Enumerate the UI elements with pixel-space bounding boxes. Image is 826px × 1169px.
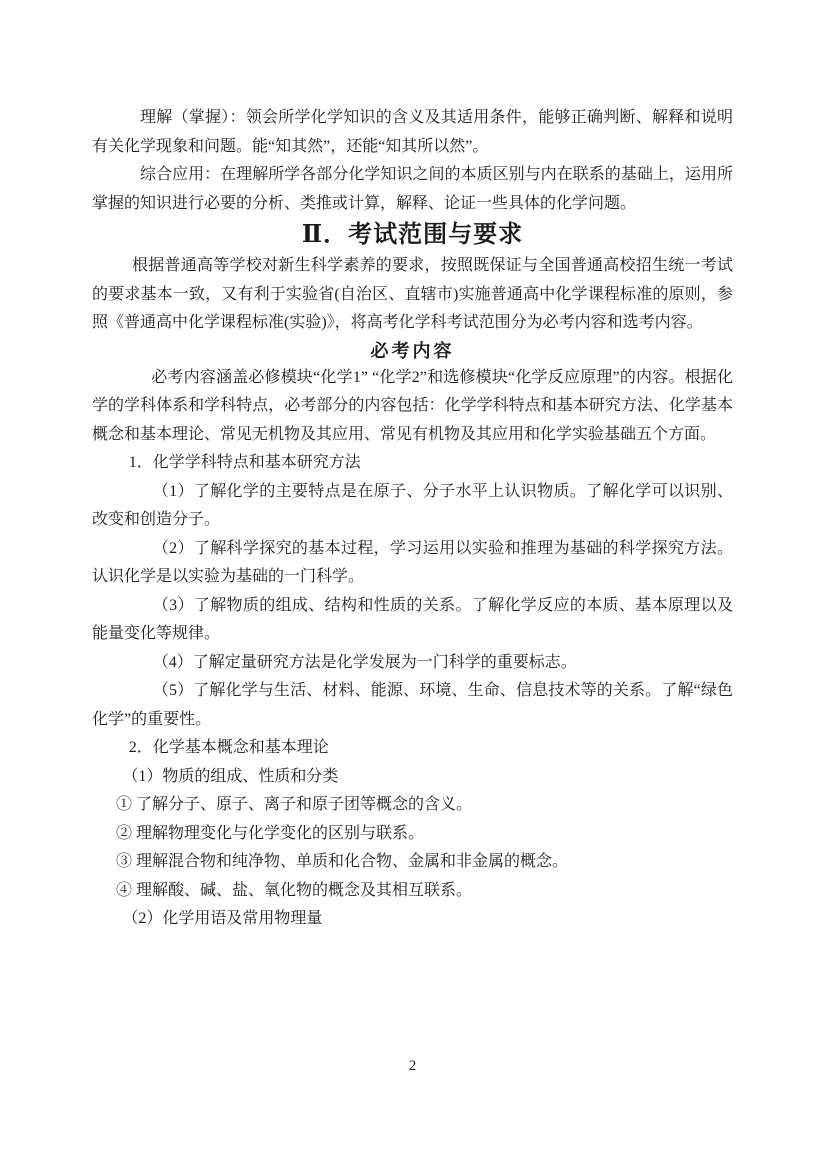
paragraph-must-test-overview: 必考内容涵盖必修模块“化学1” “化学2”和选修模块“化学反应原理”的内容。根据化学的学科体系和学科特点，必考部分的内容包括：化学学科特点和基本研究方法、化学基本概念和基本理论、常见无机物及其应用、常见有机物及其应用和化学实验基础五个方面。 [92, 368, 733, 443]
topic2-sub1-heading: （1）物质的组成、性质和分类 [122, 767, 339, 785]
topic2-sub1-item-1: ① 了解分子、原子、离子和原子团等概念的含义。 [116, 796, 473, 813]
paragraph-comprehensive-application: 综合应用：在理解所学各部分化学知识之间的本质区别与内在联系的基础上，运用所掌握的知识进行必要的分析、类推或计算，解释、论证一些具体的化学问题。 [92, 166, 733, 212]
topic1-item-1: （1）了解化学的主要特点是在原子、分子水平上认识物质。了解化学可以识别、改变和创造分子。 [92, 482, 733, 528]
topic2-sub1-item-2: ② 理解物理变化与化学变化的区别与联系。 [116, 824, 425, 842]
paragraph-scope-basis: 根据普通高等学校对新生科学素养的要求，按照既保证与全国普通高校招生统一考试的要求基本一致，又有利于实验省(自治区、直辖市)实施普通高中化学课程标准的原则，参照《普通高中化学课程标准(实验)》，将高考化学科考试范围分为必考内容和选考内容。 [92, 257, 733, 331]
topic2-sub2-heading: （2）化学用语及常用物理量 [122, 910, 323, 927]
paragraph-understanding-level: 理解（掌握）：领会所学化学知识的含义及其适用条件，能够正确判断、解释和说明有关化学现象和问题。能“知其然”，还能“知其所以然”。 [92, 109, 733, 155]
topic1-item-5: （5）了解化学与生活、材料、能源、环境、生命、信息技术等的关系。了解“绿色化学”的重要性。 [92, 682, 733, 728]
section-heading-exam-scope: Ⅱ．考试范围与要求 [301, 222, 524, 248]
page-number: 2 [408, 1058, 417, 1074]
must-test-content-title: 必考内容 [370, 340, 455, 361]
topic2-sub1-item-4: ④ 理解酸、碱、盐、氧化物的概念及其相互联系。 [116, 881, 473, 899]
page-content [92, 0, 733, 934]
topic1-item-4: （4）了解定量研究方法是化学发展为一门科学的重要标志。 [152, 653, 577, 671]
topic2-sub1-item-3: ③ 理解混合物和纯净物、单质和化合物、金属和非金属的概念。 [116, 853, 569, 870]
topic1-heading: 1．化学学科特点和基本研究方法 [128, 454, 361, 471]
topic2-heading: 2．化学基本概念和基本理论 [128, 739, 329, 756]
topic1-item-3: （3）了解物质的组成、结构和性质的关系。了解化学反应的本质、基本原理以及能量变化等规律。 [92, 596, 733, 642]
topic1-item-2: （2）了解科学探究的基本过程，学习运用以实验和推理为基础的科学探究方法。认识化学是以实验为基础的一门科学。 [92, 539, 733, 585]
